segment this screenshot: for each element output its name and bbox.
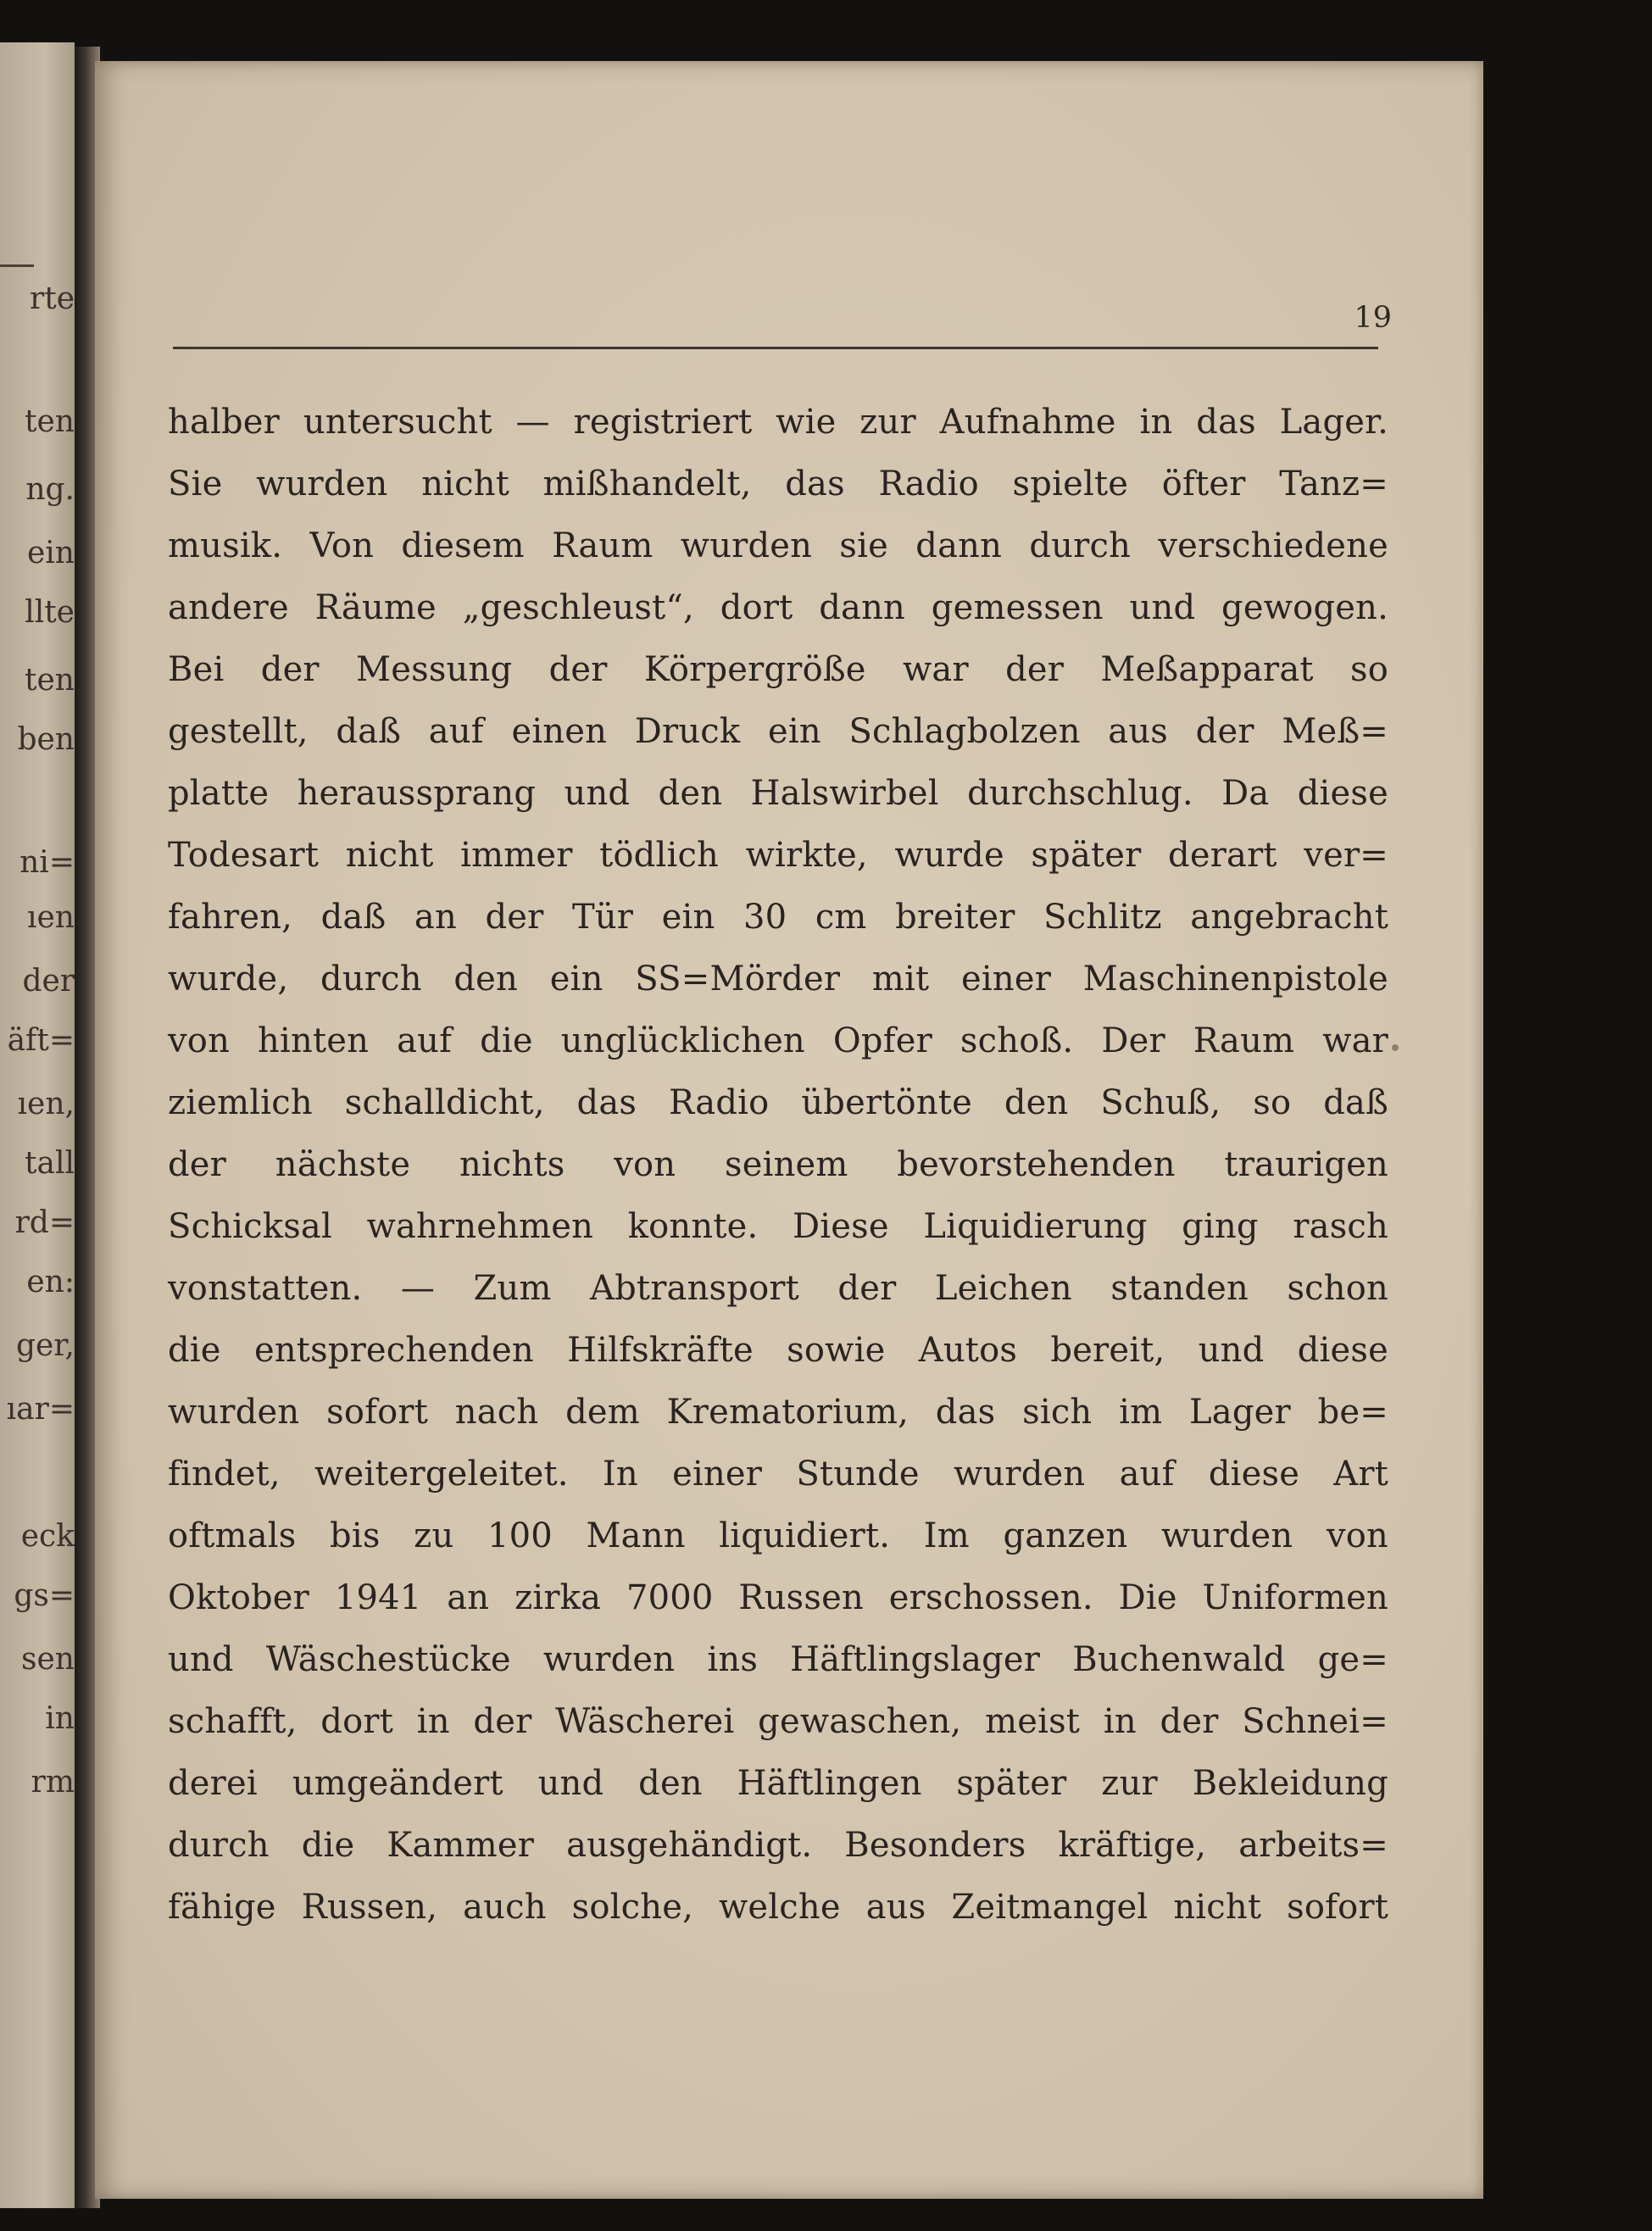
text-line: die entsprechenden Hilfskräfte sowie Autos bereit, und diese: [168, 1331, 1388, 1370]
text-line: der nächste nichts von seinem bevorstehenden traurigen: [168, 1145, 1388, 1184]
previous-page-fragment: tall: [25, 1146, 75, 1181]
previous-page-fragment: en:: [26, 1265, 75, 1299]
previous-page-fragment: ein: [26, 536, 75, 570]
page-number: 19: [1354, 301, 1392, 335]
previous-page-fragment: rd=: [14, 1205, 75, 1240]
previous-page-fragment: in: [45, 1701, 75, 1736]
previous-page-fragment: ten: [25, 404, 75, 439]
previous-page-fragment: ıen: [26, 900, 75, 935]
text-line: derei umgeändert und den Häftlingen später zur Bekleidung: [168, 1764, 1388, 1803]
text-line: oftmals bis zu 100 Mann liquidiert. Im ganzen wurden von: [168, 1516, 1388, 1555]
header-rule: [173, 347, 1378, 349]
text-line: Todesart nicht immer tödlich wirkte, wurde später derart ver=: [168, 836, 1388, 875]
previous-page-fragment: llte: [25, 595, 75, 630]
previous-page-fragment: ıar=: [6, 1392, 75, 1427]
paper-fleck: [1392, 1044, 1399, 1051]
text-line: andere Räume „geschleust“, dort dann gemessen und gewogen.: [168, 588, 1388, 627]
text-line: wurden sofort nach dem Krematorium, das sich im Lager be=: [168, 1393, 1388, 1432]
book-page: [95, 61, 1483, 2199]
text-line: musik. Von diesem Raum wurden sie dann durch verschiedene: [168, 526, 1388, 565]
text-line: wurde, durch den ein SS=Mörder mit einer Maschinenpistole: [168, 960, 1388, 999]
text-line: schafft, dort in der Wäscherei gewaschen, meist in der Schnei=: [168, 1702, 1388, 1741]
previous-page-fragment: ng.: [25, 472, 75, 507]
previous-page-fragment: eck: [20, 1519, 75, 1554]
previous-page-fragment: der: [22, 964, 75, 999]
previous-page-fragment: ben: [17, 722, 75, 757]
text-line: Sie wurden nicht mißhandelt, das Radio spielte öfter Tanz=: [168, 465, 1388, 504]
text-line: vonstatten. — Zum Abtransport der Leichen standen schon: [168, 1269, 1388, 1308]
text-line: und Wäschestücke wurden ins Häftlingslager Buchenwald ge=: [168, 1640, 1388, 1679]
text-line: ziemlich schalldicht, das Radio übertönte den Schuß, so daß: [168, 1083, 1388, 1122]
previous-page-fragment: rte: [30, 281, 75, 316]
text-line: fahren, daß an der Tür ein 30 cm breiter Schlitz angebracht: [168, 898, 1388, 937]
previous-page-fragment: ni=: [19, 845, 75, 880]
text-line: Bei der Messung der Körpergröße war der Meßapparat so: [168, 650, 1388, 689]
text-line: von hinten auf die unglücklichen Opfer schoß. Der Raum war: [168, 1021, 1388, 1060]
text-line: Schicksal wahrnehmen konnte. Diese Liquidierung ging rasch: [168, 1207, 1388, 1246]
previous-page-fragment: sen: [21, 1642, 75, 1677]
previous-page-fragment: ıen,: [17, 1087, 75, 1121]
previous-page-edge: [0, 42, 75, 2208]
text-line: gestellt, daß auf einen Druck ein Schlagbolzen aus der Meß=: [168, 712, 1388, 751]
text-line: platte heraussprang und den Halswirbel durchschlug. Da diese: [168, 774, 1388, 813]
text-line: halber untersucht — registriert wie zur Aufnahme in das Lager.: [168, 403, 1388, 442]
text-line: findet, weitergeleitet. In einer Stunde wurden auf diese Art: [168, 1455, 1388, 1494]
previous-page-header-rule: [0, 264, 34, 267]
previous-page-fragment: gs=: [14, 1578, 75, 1613]
body-text: [168, 392, 1388, 1939]
previous-page-fragment: äft=: [7, 1023, 75, 1058]
previous-page-fragment: ger,: [15, 1328, 75, 1363]
previous-page-fragment: ten: [25, 663, 75, 698]
text-line: durch die Kammer ausgehändigt. Besonders kräftige, arbeits=: [168, 1826, 1388, 1865]
previous-page-fragment: rm: [31, 1765, 75, 1800]
text-line: fähige Russen, auch solche, welche aus Zeitmangel nicht sofort: [168, 1888, 1388, 1927]
text-line: Oktober 1941 an zirka 7000 Russen erschossen. Die Uniformen: [168, 1578, 1388, 1617]
